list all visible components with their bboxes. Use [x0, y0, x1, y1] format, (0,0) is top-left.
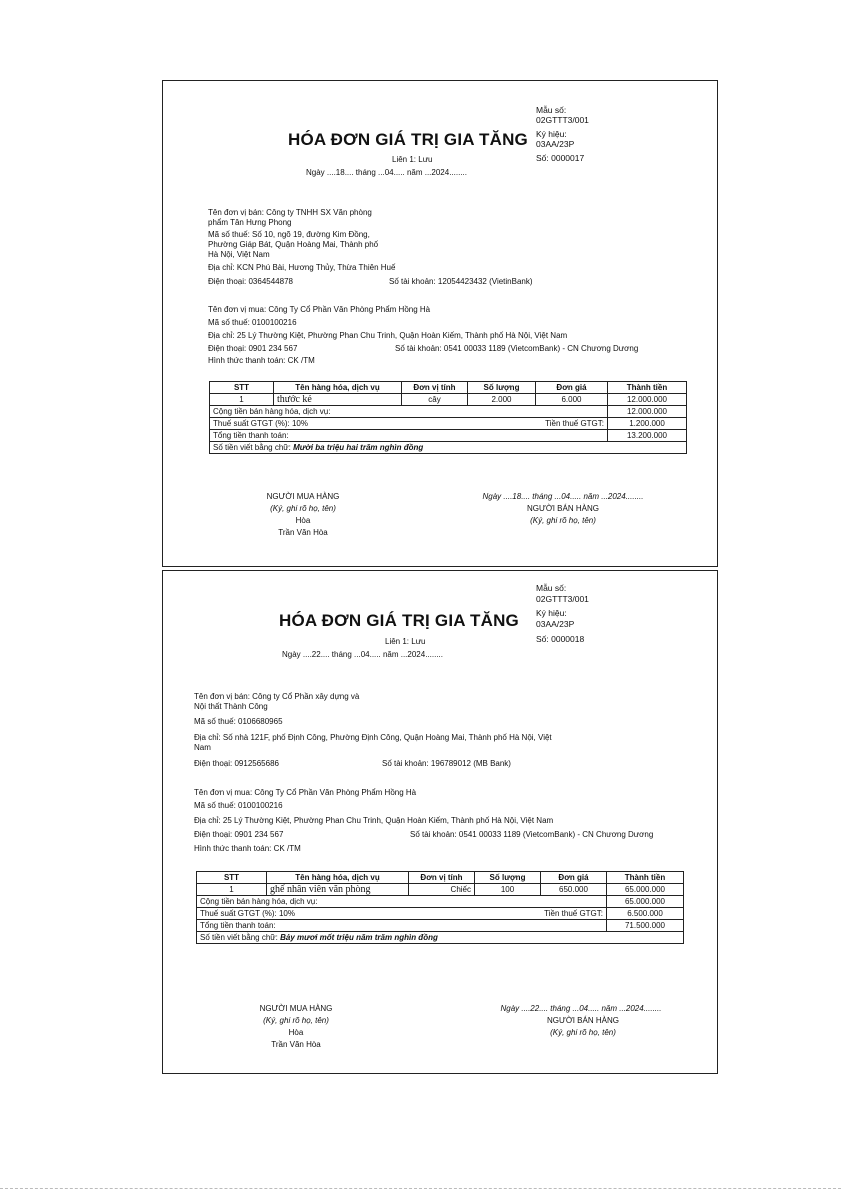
seller-address: Địa chỉ: KCN Phú Bài, Hương Thủy, Thừa Thiên Huế — [208, 263, 396, 272]
invoice-2 — [162, 570, 718, 1074]
invoice-date: Ngày ....18.... tháng ...04..... năm ...2024........ — [306, 168, 467, 177]
payment-method: Hình thức thanh toán: CK /TM — [208, 356, 315, 365]
buyer-phone: Điện thoại: 0901 234 567 — [194, 830, 284, 839]
payment-method: Hình thức thanh toán: CK /TM — [194, 844, 301, 853]
seller-sig-title: NGƯỜI BÁN HÀNG — [547, 1016, 619, 1025]
ky-hieu: 03AA/23P — [536, 619, 575, 629]
seller-sig-title: NGƯỜI BÁN HÀNG — [527, 504, 599, 513]
lien: Liên 1: Lưu — [385, 637, 426, 646]
seller-tax-line-1: Mã số thuế: Số 10, ngõ 19, đường Kim Đồng, — [208, 230, 370, 239]
buyer-account: Số tài khoản: 0541 00033 1189 (VietcomBank) - CN Chương Dương — [410, 830, 654, 839]
words-value: Mười ba triệu hai trăm nghìn đồng — [293, 443, 424, 452]
words-label: Số tiền viết bằng chữ: — [213, 443, 291, 452]
words-value: Bảy mươi mốt triệu năm trăm nghìn đồng — [280, 933, 438, 942]
seller-name-line-2: phẩm Tân Hưng Phong — [208, 218, 292, 227]
buyer-name: Tên đơn vị mua: Công Ty Cổ Phần Văn Phòng Phẩm Hồng Hà — [208, 305, 431, 314]
subtotal-label: Cộng tiền bán hàng hóa, dịch vụ: — [197, 896, 607, 908]
row-name: thước kẻ — [274, 394, 402, 406]
amount-in-words — [197, 932, 684, 944]
seller-phone: Điện thoại: 0364544878 — [208, 277, 293, 286]
buyer-sig-short: Hòa — [288, 1028, 304, 1037]
seller-name-line-1: Tên đơn vị bán: Công ty Cổ Phần xây dựng và — [194, 692, 360, 701]
seller-name-line-2: Nội thất Thành Công — [194, 702, 268, 711]
vat-value: 6.500.000 — [607, 908, 684, 920]
buyer-sig-title: NGƯỜI MUA HÀNG — [266, 492, 340, 501]
vat-rate: Thuế suất GTGT (%): 10% — [197, 908, 475, 920]
buyer-sig-short: Hòa — [295, 516, 311, 525]
buyer-account: Số tài khoản: 0541 00033 1189 (VietcomBank) - CN Chương Dương — [395, 344, 639, 353]
seller-signature-block — [518, 1015, 648, 1039]
seller-tax: Mã số thuế: 0106680965 — [194, 717, 283, 726]
row-qty: 100 — [475, 884, 541, 896]
table-header-row — [210, 382, 687, 394]
mau-so-label: Mẫu số: — [536, 583, 567, 593]
row-amount: 12.000.000 — [608, 394, 687, 406]
total-value: 71.500.000 — [607, 920, 684, 932]
items-table — [209, 381, 687, 454]
invoice-number: Số: 0000018 — [536, 634, 585, 644]
buyer-tax: Mã số thuế: 0100100216 — [194, 801, 283, 810]
seller-signature-block — [503, 503, 623, 527]
vat-row — [197, 908, 684, 920]
total-label: Tổng tiền thanh toán: — [197, 920, 607, 932]
row-stt: 1 — [210, 394, 274, 406]
subtotal-row — [197, 896, 684, 908]
amount-in-words — [210, 442, 687, 454]
words-row — [197, 932, 684, 944]
header-unit: Đơn vị tính — [402, 382, 468, 394]
buyer-phone: Điện thoại: 0901 234 567 — [208, 344, 298, 353]
row-amount: 65.000.000 — [607, 884, 684, 896]
header-unit: Đơn vị tính — [409, 872, 475, 884]
lien: Liên 1: Lưu — [392, 155, 433, 164]
seller-address: Địa chỉ: Số nhà 121F, phố Định Công, Phường Định Công, Quận Hoàng Mai, Thành phố Hà Nội, Việt — [194, 733, 552, 742]
seller-address-line-2: Nam — [194, 743, 211, 752]
buyer-address: Địa chỉ: 25 Lý Thường Kiệt, Phường Phan Chu Trinh, Quận Hoàn Kiếm, Thành phố Hà Nội, Việt Nam — [194, 816, 554, 825]
vat-value: 1.200.000 — [608, 418, 687, 430]
seller-sig-note: (Ký, ghi rõ họ, tên) — [550, 1028, 616, 1037]
row-name: ghế nhân viên văn phòng — [267, 884, 409, 896]
subtotal-row — [210, 406, 687, 418]
subtotal-label: Cộng tiền bán hàng hóa, dịch vụ: — [210, 406, 608, 418]
invoice-1 — [162, 80, 718, 567]
mau-so-label: Mẫu số: — [536, 105, 567, 115]
invoice-number: Số: 0000017 — [536, 153, 585, 163]
buyer-sig-title: NGƯỜI MUA HÀNG — [259, 1004, 333, 1013]
mau-so: 02GTTT3/001 — [536, 594, 589, 604]
vat-rate: Thuế suất GTGT (%): 10% — [210, 418, 468, 430]
seller-signature-date: Ngày ....18.... tháng ...04..... năm ...2024........ — [482, 492, 644, 501]
words-row — [210, 442, 687, 454]
header-stt: STT — [197, 872, 267, 884]
seller-name-line-1: Tên đơn vị bán: Công ty TNHH SX Văn phòng — [208, 208, 372, 217]
seller-tax-line-2: Phường Giáp Bát, Quận Hoàng Mai, Thành phố — [208, 240, 379, 249]
seller-tax-line-3: Hà Nội, Việt Nam — [208, 250, 270, 259]
seller-phone: Điện thoại: 0912565686 — [194, 759, 279, 768]
seller-account: Số tài khoản: 196789012 (MB Bank) — [382, 759, 511, 768]
ky-hieu-label: Ký hiệu: — [536, 129, 567, 139]
seller-account: Số tài khoản: 12054423432 (VietinBank) — [389, 277, 533, 286]
total-label: Tổng tiền thanh toán: — [210, 430, 608, 442]
invoice-date: Ngày ....22.... tháng ...04..... năm ...2024........ — [282, 650, 443, 659]
row-unit: Chiếc — [409, 884, 475, 896]
row-unit: cây — [402, 394, 468, 406]
header-price: Đơn giá — [541, 872, 607, 884]
header-qty: Số lượng — [468, 382, 536, 394]
subtotal-value: 65.000.000 — [607, 896, 684, 908]
buyer-sig-full: Trần Văn Hòa — [271, 1040, 321, 1049]
header-qty: Số lượng — [475, 872, 541, 884]
buyer-sig-note: (Ký, ghi rõ họ, tên) — [263, 1016, 329, 1025]
total-row — [197, 920, 684, 932]
page-bottom-rule — [0, 1188, 841, 1189]
header-name: Tên hàng hóa, dịch vụ — [274, 382, 402, 394]
buyer-tax: Mã số thuế: 0100100216 — [208, 318, 297, 327]
row-qty: 2.000 — [468, 394, 536, 406]
row-stt: 1 — [197, 884, 267, 896]
header-stt: STT — [210, 382, 274, 394]
buyer-name: Tên đơn vị mua: Công Ty Cổ Phần Văn Phòng Phẩm Hồng Hà — [194, 788, 417, 797]
ky-hieu-label: Ký hiệu: — [536, 608, 567, 618]
total-value: 13.200.000 — [608, 430, 687, 442]
row-price: 6.000 — [536, 394, 608, 406]
ky-hieu: 03AA/23P — [536, 139, 575, 149]
mau-so: 02GTTT3/001 — [536, 115, 589, 125]
table-row — [197, 884, 684, 896]
seller-sig-note: (Ký, ghi rõ họ, tên) — [530, 516, 596, 525]
invoice-title: HÓA ĐƠN GIÁ TRỊ GIA TĂNG — [288, 130, 528, 149]
row-price: 650.000 — [541, 884, 607, 896]
buyer-signature-block — [231, 1003, 361, 1051]
buyer-sig-note: (Ký, ghi rõ họ, tên) — [270, 504, 336, 513]
table-header-row — [197, 872, 684, 884]
table-row — [210, 394, 687, 406]
header-price: Đơn giá — [536, 382, 608, 394]
vat-label: Tiền thuế GTGT: — [475, 908, 607, 920]
header-amount: Thành tiền — [608, 382, 687, 394]
header-name: Tên hàng hóa, dịch vụ — [267, 872, 409, 884]
buyer-signature-block — [243, 491, 363, 539]
items-table — [196, 871, 684, 944]
vat-label: Tiền thuế GTGT: — [468, 418, 608, 430]
subtotal-value: 12.000.000 — [608, 406, 687, 418]
buyer-sig-full: Trần Văn Hòa — [278, 528, 328, 537]
seller-signature-date: Ngày ....22.... tháng ...04..... năm ...2024........ — [500, 1004, 662, 1013]
header-amount: Thành tiền — [607, 872, 684, 884]
buyer-address: Địa chỉ: 25 Lý Thường Kiệt, Phường Phan Chu Trinh, Quận Hoàn Kiếm, Thành phố Hà Nội, Việt Nam — [208, 331, 568, 340]
vat-row — [210, 418, 687, 430]
invoice-title: HÓA ĐƠN GIÁ TRỊ GIA TĂNG — [279, 611, 519, 630]
words-label: Số tiền viết bằng chữ: — [200, 933, 278, 942]
total-row — [210, 430, 687, 442]
